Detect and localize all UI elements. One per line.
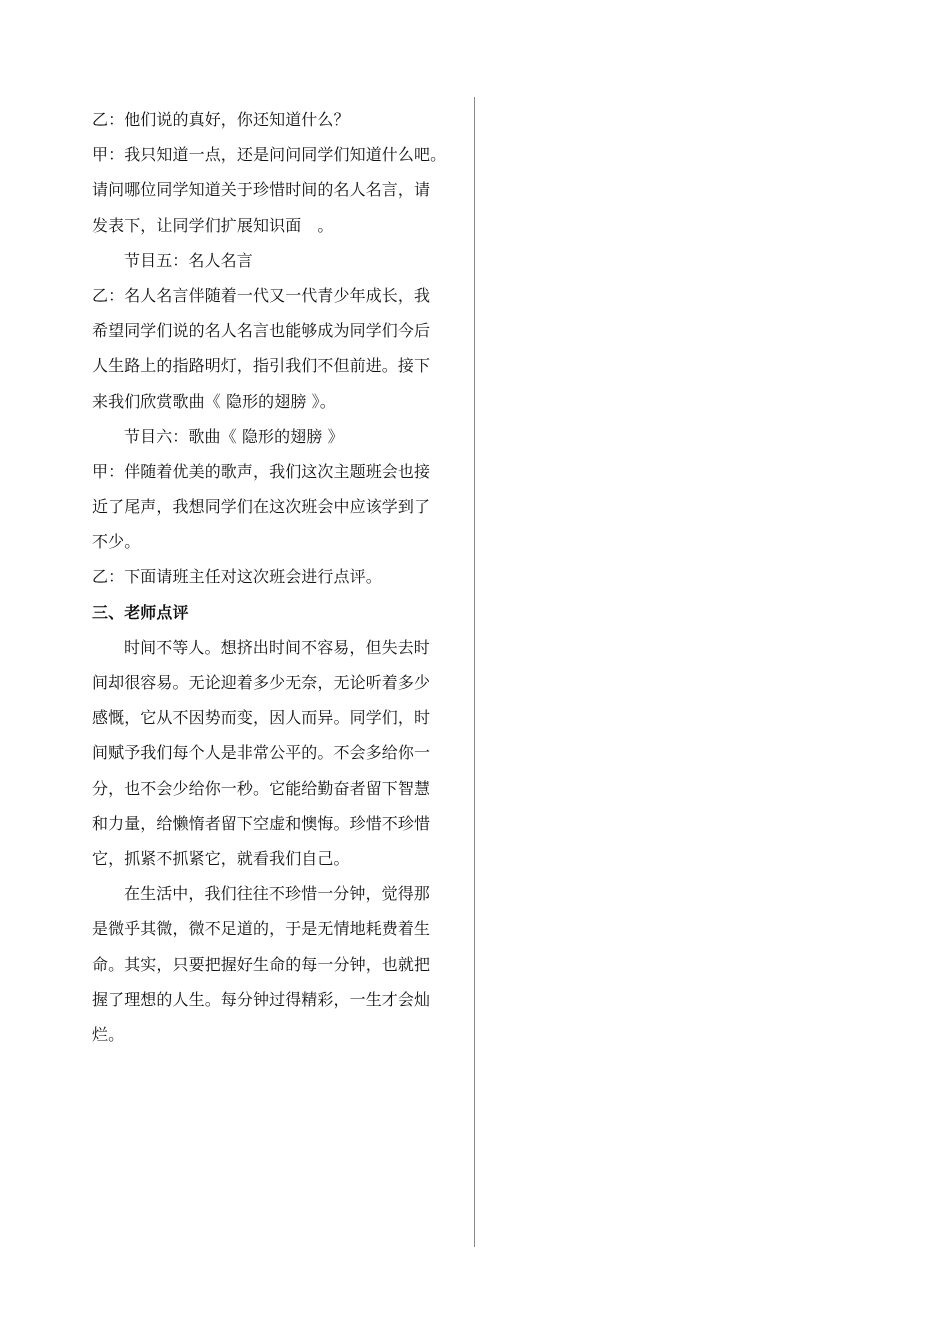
text-line: 和力量，给懒惰者留下空虚和懊悔。珍惜不珍惜: [92, 813, 431, 833]
text-line: 请问哪位同学知道关于珍惜时间的名人名言，请: [92, 180, 431, 200]
text-line: 人生路上的指路明灯，指引我们不但前进。接下: [92, 356, 431, 376]
text-line: 间却很容易。无论迎着多少无奈，无论听着多少: [92, 673, 431, 692]
text-line: 乙：下面请班主任对这次班会进行点评。: [92, 567, 382, 587]
text-line: 时间不等人。想挤出时间不容易，但失去时: [124, 637, 430, 657]
text-column: [92, 102, 454, 1052]
text-line: 间赋予我们每个人是非常公平的。不会多给你一: [92, 743, 431, 763]
text-line: 感慨，它从不因势而变，因人而异。同学们，时: [92, 708, 431, 728]
text-line: 不少。: [92, 532, 141, 552]
text-line: 来我们欣赏歌曲《 隐形的翅膀 》。: [92, 391, 336, 411]
text-line: 是微乎其微，微不足道的，于是无情地耗费着生: [92, 919, 431, 939]
text-line: 命。其实，只要把握好生命的每一分钟，也就把: [92, 954, 431, 974]
text-line: 希望同学们说的名人名言也能够成为同学们今后: [92, 321, 431, 341]
column-divider: [474, 97, 475, 1247]
text-line: 它，抓紧不抓紧它，就看我们自己。: [92, 848, 350, 868]
section-heading: 三、老师点评: [92, 602, 189, 622]
text-line: 乙：他们说的真好，你还知道什么？: [92, 110, 350, 129]
text-line: 发表下，让同学们扩展知识面 。: [92, 215, 334, 235]
text-line: 烂。: [92, 1024, 125, 1044]
text-line: 分，也不会少给你一秒。它能给勤奋者留下智慧: [92, 778, 431, 798]
text-line: 节目五：名人名言: [124, 250, 253, 270]
text-line: 乙：名人名言伴随着一代又一代青少年成长，我: [92, 285, 431, 305]
text-line: 甲：我只知道一点，还是问问同学们知道什么吧。: [92, 145, 447, 165]
text-line: 甲：伴随着优美的歌声，我们这次主题班会也接: [92, 461, 431, 481]
text-line: 在生活中，我们往往不珍惜一分钟，觉得那: [124, 884, 430, 904]
text-line: 近了尾声，我想同学们在这次班会中应该学到了: [92, 497, 431, 517]
text-line: 握了理想的人生。每分钟过得精彩，一生才会灿: [92, 989, 431, 1009]
text-line: 节目六：歌曲《 隐形的翅膀 》: [124, 426, 344, 446]
